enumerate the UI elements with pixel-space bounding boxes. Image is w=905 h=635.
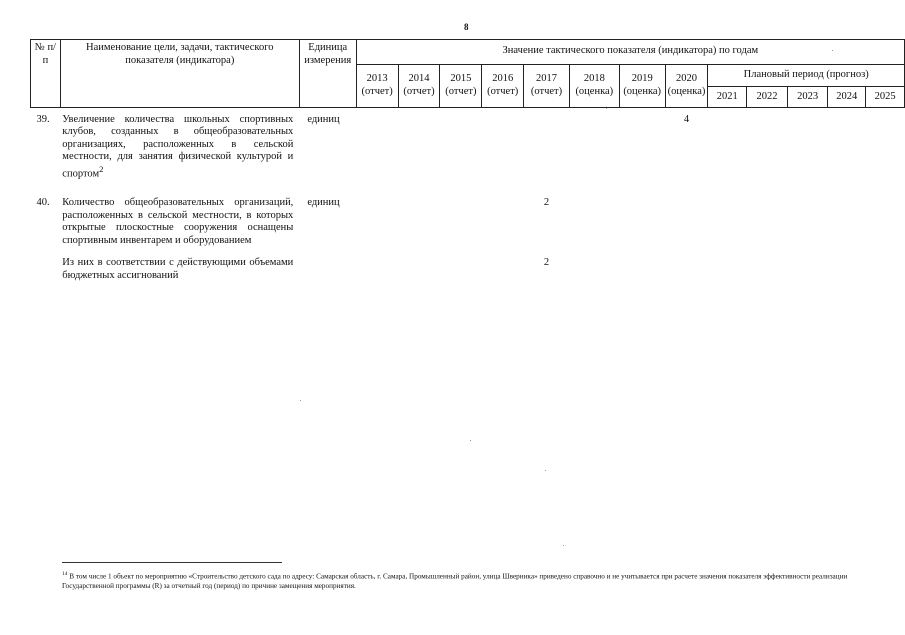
row-value bbox=[828, 197, 866, 247]
row-unit: единиц bbox=[307, 196, 340, 208]
table-row bbox=[31, 114, 905, 181]
row-value bbox=[619, 197, 665, 247]
row-value bbox=[524, 114, 570, 181]
row-value bbox=[619, 114, 665, 181]
header-plan-year: 2021 bbox=[708, 87, 747, 108]
row-value bbox=[828, 257, 866, 282]
scan-speck bbox=[300, 400, 301, 401]
header-unit: Единица измерения bbox=[299, 40, 356, 108]
row-unit bbox=[299, 257, 356, 282]
row-value: 4 bbox=[683, 113, 690, 125]
row-value bbox=[708, 257, 747, 282]
header-year: 2015 (отчет) bbox=[440, 65, 482, 108]
table-row bbox=[31, 257, 905, 282]
row-value bbox=[356, 257, 398, 282]
header-plan-year: 2024 bbox=[828, 87, 866, 108]
header-plan-period: Плановый период (прогноз) bbox=[708, 65, 905, 87]
footnote bbox=[62, 571, 882, 591]
row-value bbox=[665, 197, 708, 247]
header-year: 2013 (отчет) bbox=[356, 65, 398, 108]
row-value bbox=[569, 114, 619, 181]
row-value bbox=[356, 197, 398, 247]
header-year: 2016 (отчет) bbox=[482, 65, 524, 108]
row-value bbox=[866, 114, 905, 181]
row-indicator-name: Увеличение количества школьных спортивных клубов, созданных в общеобразовательных организациях, расположенных в сельской местности, для занятия физической культурой и спортом$^2$ bbox=[62, 113, 294, 180]
header-year: 2018 (оценка) bbox=[569, 65, 619, 108]
row-value bbox=[866, 197, 905, 247]
row-number: 39. bbox=[36, 113, 50, 125]
scan-speck bbox=[563, 545, 564, 546]
row-number bbox=[31, 257, 61, 282]
row-value bbox=[787, 257, 828, 282]
row-value bbox=[440, 197, 482, 247]
row-value bbox=[708, 197, 747, 247]
row-value bbox=[747, 114, 788, 181]
row-indicator-name: Количество общеобразовательных организаций, расположенных в сельской местности, в которых открытые плоскостные сооружения оснащены спортивным инвентарем и оборудованием bbox=[62, 196, 294, 246]
header-plan-year: 2022 bbox=[747, 87, 788, 108]
footnote-text: В том числе 1 объект по мероприятию «Строительство детского сада по адресу: Самарская область, г. Самара, Промышленный район, улица Шверника» приведено справочно и не учитывается при расчете значения показателя эффективности реализации Государственной программы (R) за отчетный год (период) по причине замещения мероприятия. bbox=[62, 572, 848, 590]
row-value: 2 bbox=[543, 196, 550, 208]
row-value bbox=[398, 114, 440, 181]
row-value bbox=[482, 114, 524, 181]
scan-speck bbox=[470, 440, 471, 441]
row-value bbox=[482, 197, 524, 247]
header-year: 2019 (оценка) bbox=[619, 65, 665, 108]
row-indicator-name: Из них в соответствии с действующими объемами бюджетных ассигнований bbox=[62, 257, 294, 281]
header-name: Наименование цели, задачи, тактического показателя (индикатора) bbox=[60, 40, 299, 108]
row-unit: единиц bbox=[307, 113, 340, 125]
scan-speck bbox=[832, 50, 833, 51]
footnote-ref: 2 bbox=[99, 163, 104, 174]
header-plan-year: 2025 bbox=[866, 87, 905, 108]
row-value bbox=[665, 257, 708, 282]
row-value bbox=[866, 257, 905, 282]
row-value bbox=[708, 114, 747, 181]
row-value bbox=[356, 114, 398, 181]
row-value bbox=[440, 114, 482, 181]
header-no: № п/п bbox=[31, 40, 61, 108]
row-value bbox=[440, 257, 482, 282]
scan-speck bbox=[545, 470, 546, 471]
row-value: 2 bbox=[543, 257, 550, 269]
row-value bbox=[482, 257, 524, 282]
footnote-divider bbox=[62, 562, 282, 563]
row-number: 40. bbox=[36, 196, 50, 208]
header-year: 2017 (отчет) bbox=[524, 65, 570, 108]
row-value bbox=[398, 197, 440, 247]
row-value bbox=[569, 197, 619, 247]
table-row bbox=[31, 197, 905, 247]
row-value bbox=[398, 257, 440, 282]
page-number: 8 bbox=[464, 22, 469, 32]
header-plan-year: 2023 bbox=[787, 87, 828, 108]
row-value bbox=[787, 197, 828, 247]
header-values: Значение тактического показателя (индикатора) по годам bbox=[356, 40, 904, 65]
header-year: 2014 (отчет) bbox=[398, 65, 440, 108]
scan-speck bbox=[606, 108, 607, 109]
row-value bbox=[787, 114, 828, 181]
row-value bbox=[747, 257, 788, 282]
header-year: 2020 (оценка) bbox=[665, 65, 708, 108]
row-value bbox=[619, 257, 665, 282]
indicators-table bbox=[30, 39, 905, 283]
footnote-marker: 14 bbox=[62, 571, 68, 577]
row-value bbox=[747, 197, 788, 247]
row-value bbox=[828, 114, 866, 181]
row-value bbox=[569, 257, 619, 282]
